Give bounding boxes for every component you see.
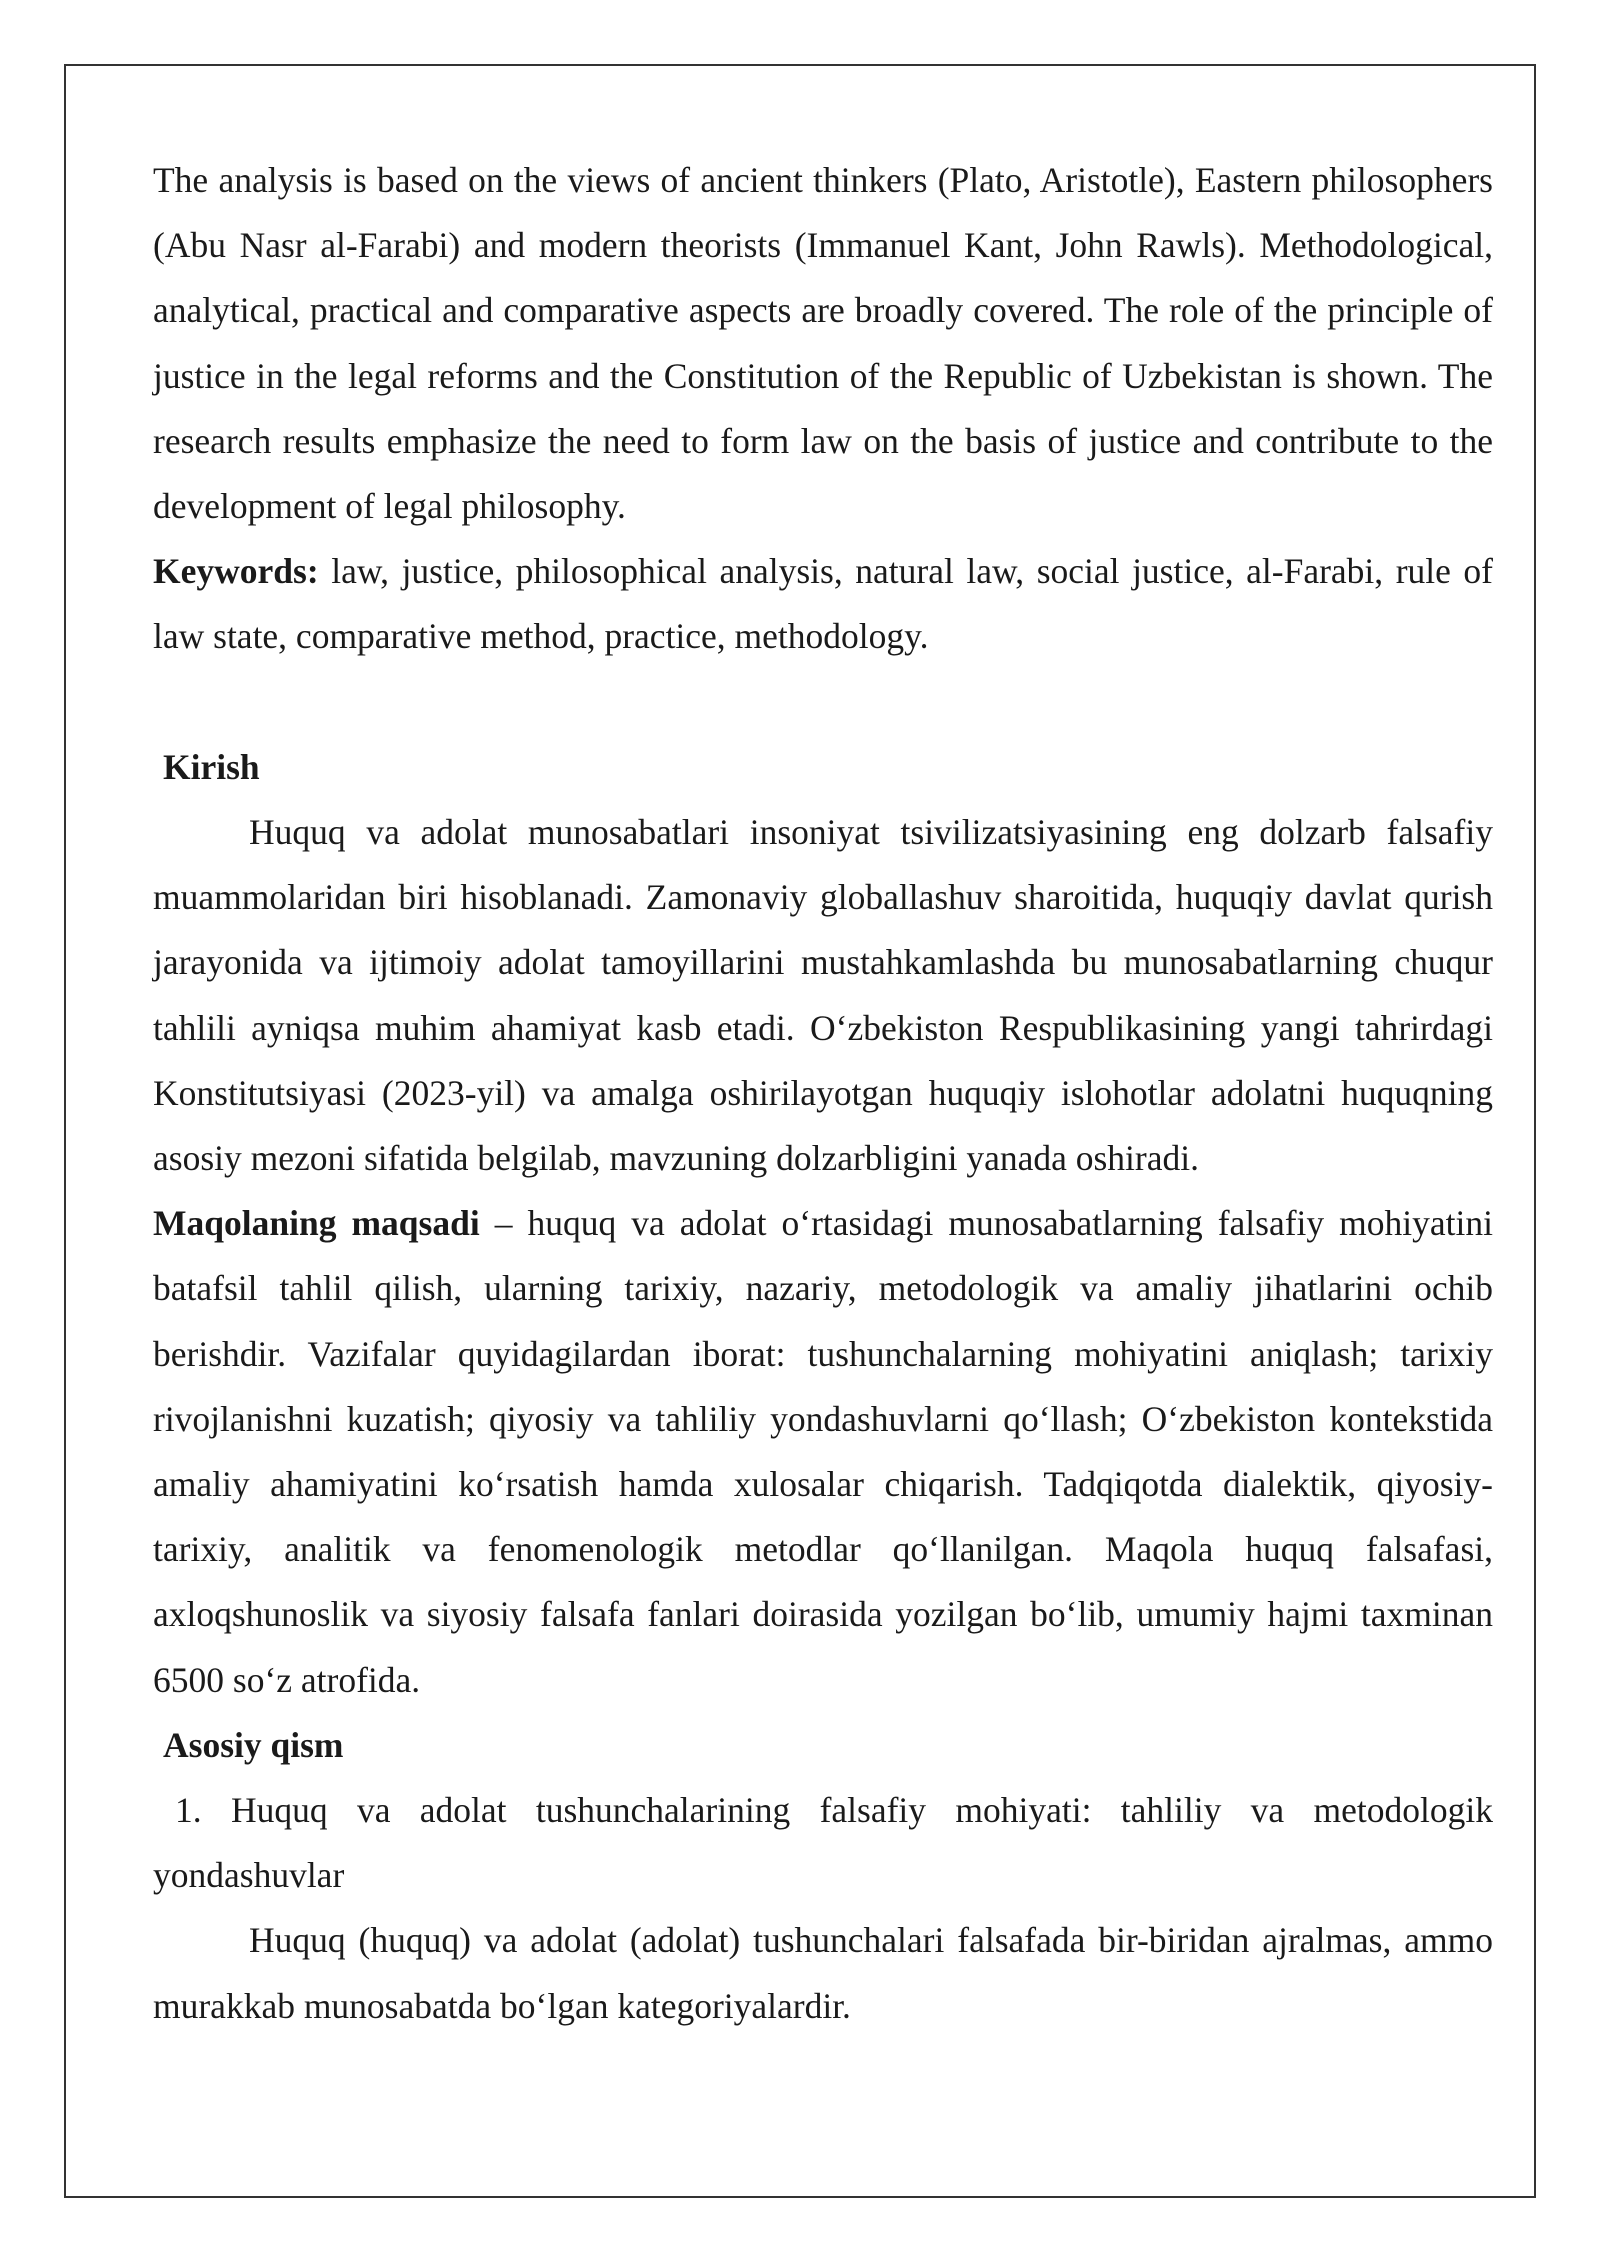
section-title: Huquq va adolat tushunchalarining falsafiy mohiyati: tahliliy va metodologik yondashuvlar: [153, 1790, 1493, 1896]
keywords-label: Keywords:: [153, 551, 319, 592]
goal-paragraph: [153, 1191, 1493, 1713]
section-heading-intro: Kirish: [163, 746, 260, 787]
goal-label: Maqolaning maqsadi: [153, 1203, 480, 1244]
keywords-paragraph: [153, 539, 1493, 669]
document-body: [153, 148, 1493, 2039]
abstract-paragraph: The analysis is based on the views of ancient thinkers (Plato, Aristotle), Eastern philosophers (Abu Nasr al-Farabi) and modern theorists (Immanuel Kant, John Rawls). Methodological, analytical, practical and comparative aspects are broadly covered. The role of the principle of justice in the legal reforms and the Constitution of the Republic of Uzbekistan is shown. The research results emphasize the need to form law on the basis of justice and contribute to the development of legal philosophy.: [153, 160, 1493, 527]
section-number: 1.: [175, 1790, 202, 1831]
keywords-text: law, justice, philosophical analysis, natural law, social justice, al-Farabi, rule of law state, comparative method, practice, methodology.: [153, 551, 1493, 657]
section-heading-main: Asosiy qism: [163, 1724, 344, 1765]
numbered-section-title: [153, 1778, 1493, 1908]
spacer: [153, 670, 1493, 735]
main-paragraph: Huquq (huquq) va adolat (adolat) tushunchalari falsafada bir-biridan ajralmas, ammo murakkab munosabatda boʻlgan kategoriyalardir.: [153, 1920, 1493, 2026]
intro-paragraph: Huquq va adolat munosabatlari insoniyat tsivilizatsiyasining eng dolzarb falsafiy muammolaridan biri hisoblanadi. Zamonaviy globallashuv sharoitida, huquqiy davlat qurish jarayonida va ijtimoiy adolat tamoyillarini mustahkamlashda bu munosabatlarning chuqur tahlili ayniqsa muhim ahamiyat kasb etadi. Oʻzbekiston Respublikasining yangi tahrirdagi Konstitutsiyasi (2023-yil) va amalga oshirilayotgan huquqiy islohotlar adolatni huquqning asosiy mezoni sifatida belgilab, mavzuning dolzarbligini yanada oshiradi.: [153, 812, 1493, 1179]
goal-text: – huquq va adolat oʻrtasidagi munosabatlarning falsafiy mohiyatini batafsil tahlil qilish, ularning tarixiy, nazariy, metodologik va amaliy jihatlarini ochib berishdir. Vazifalar quyidagilardan iborat: tushunchalarning mohiyatini aniqlash; tarixiy rivojlanishni kuzatish; qiyosiy va tahliliy yondashuvlarni qoʻllash; Oʻzbekiston kontekstida amaliy ahamiyatini koʻrsatish hamda xulosalar chiqarish. Tadqiqotda dialektik, qiyosiy-tarixiy, analitik va fenomenologik metodlar qoʻllanilgan. Maqola huquq falsafasi, axloqshunoslik va siyosiy falsafa fanlari doirasida yozilgan boʻlib, umumiy hajmi taxminan 6500 soʻz atrofida.: [153, 1203, 1494, 1700]
